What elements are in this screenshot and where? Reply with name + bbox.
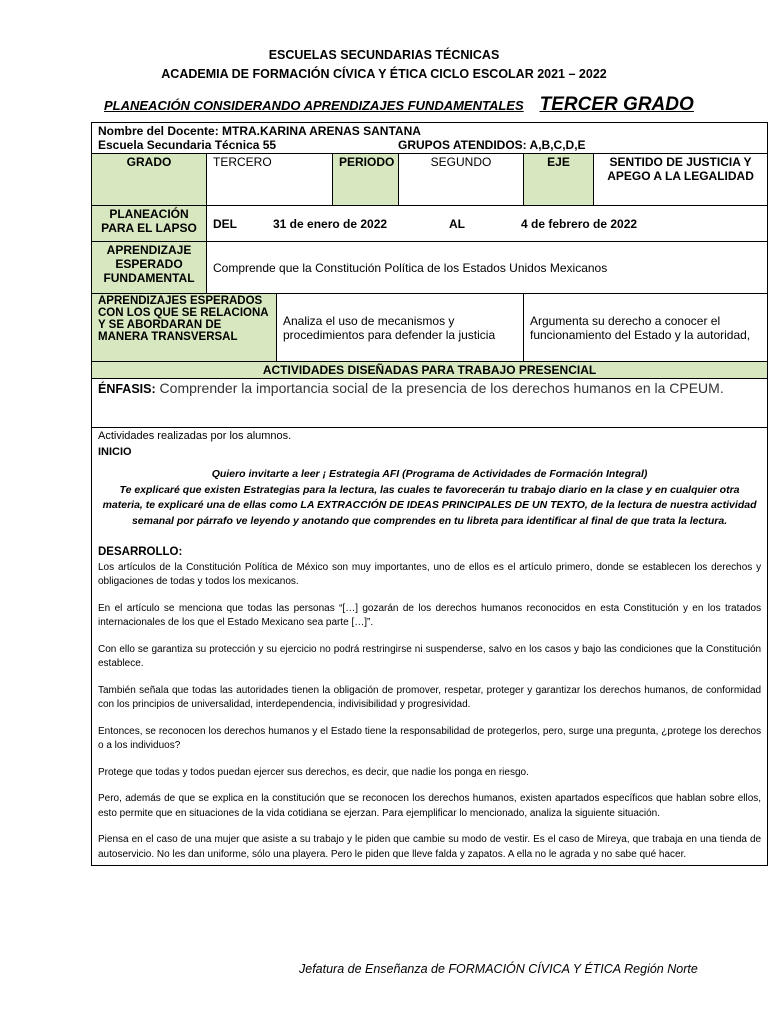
aprendizaje-value: Comprende que la Constitución Política de los Estados Unidos Mexicanos bbox=[207, 242, 768, 294]
groups-attended: GRUPOS ATENDIDOS: A,B,C,D,E bbox=[398, 138, 586, 152]
planning-table bbox=[91, 122, 768, 866]
inicio-label: INICIO bbox=[98, 445, 132, 458]
enfasis-label: ÉNFASIS: bbox=[98, 382, 156, 396]
planning-subtitle bbox=[104, 94, 694, 116]
al-label: AL bbox=[449, 216, 465, 231]
strategy-line-1: Quiero invitarte a leer ¡ Estrategia AFI (Programa de Actividades de Formación Integral) bbox=[211, 467, 648, 480]
periodo-label: PERIODO bbox=[333, 154, 399, 206]
planning-document bbox=[91, 122, 767, 866]
header-line-1: ESCUELAS SECUNDARIAS TÉCNICAS bbox=[268, 48, 500, 62]
activities-intro: Actividades realizadas por los alumnos. bbox=[98, 430, 292, 442]
transversal-col-2: Argumenta su derecho a conocer el funcionamiento del Estado y la autoridad, bbox=[524, 294, 768, 362]
paragraph: Protege que todas y todos puedan ejercer sus derechos, es decir, que nadie los ponga en riesgo. bbox=[98, 766, 529, 778]
subtitle-text: PLANEACIÓN CONSIDERANDO APRENDIZAJES FUNDAMENTALES bbox=[104, 98, 524, 113]
grade-title: TERCER GRADO bbox=[539, 94, 694, 115]
paragraph: En el artículo se menciona que todas las personas “[…] gozarán de los derechos humanos reconocidos en esta Constitución y en los tratados internacionales de los que el Estado Mexicano sea parte […]”. bbox=[98, 602, 762, 629]
del-label: DEL bbox=[213, 216, 237, 231]
eje-label: EJE bbox=[524, 154, 594, 206]
paragraph: Con ello se garantiza su protección y su ejercicio no podrá restringirse ni suspenderse, salvo en los casos y bajo las condiciones que la Constitución establece. bbox=[98, 643, 762, 670]
paragraph: Pero, además de que se explica en la constitución que se reconocen los derechos humanos, existen apartados específicos que hablan sobre ellos, esto permite que en situaciones de la vida cotidiana se ejerzan. Para ejemplificar lo mencionado, analiza la siguiente situación. bbox=[98, 793, 762, 819]
paragraph: Entonces, se reconocen los derechos humanos y el Estado tiene la responsabilidad de protegerlos, pero, surge una pregunta, ¿protege los derechos o a los individuos? bbox=[98, 725, 762, 752]
grado-value: TERCERO bbox=[207, 154, 333, 206]
paragraph: También señala que todas las autoridades tienen la obligación de promover, respetar, proteger y garantizar los derechos humanos, de conformidad con los principios de universalidad, interdependencia, indivisibilidad y progresividad. bbox=[98, 684, 762, 711]
transversal-label: APRENDIZAJES ESPERADOS CON LOS QUE SE RELACIONA Y SE ABORDARAN DE MANERA TRANSVERSAL bbox=[92, 294, 277, 362]
eje-value: SENTIDO DE JUSTICIA Y APEGO A LA LEGALIDAD bbox=[594, 154, 768, 206]
paragraph: Piensa en el caso de una mujer que asiste a su trabajo y le piden que cambie su modo de vestir. Es el caso de Mireya, que trabaja en una tienda de autoservicio. No les dan uniforme, sólo una playera. Pero le piden que lleve falda y zapatos. A ella no le agrada y no sabe qué hacer. bbox=[98, 834, 762, 860]
paragraph: Los artículos de la Constitución Política de México son muy importantes, uno de ellos es el artículo primero, donde se establecen los derechos y obligaciones de todas y todos los mexicanos. bbox=[98, 561, 762, 588]
page-footer: Jefatura de Enseñanza de FORMACIÓN CÍVICA Y ÉTICA Región Norte bbox=[299, 962, 698, 976]
date-to: 4 de febrero de 2022 bbox=[521, 216, 638, 231]
header-line-2: ACADEMIA DE FORMACIÓN CÍVICA Y ÉTICA CICLO ESCOLAR 2021 – 2022 bbox=[161, 67, 607, 81]
lapso-dates bbox=[213, 217, 761, 231]
strategy-line-2: Te explicaré que existen Estrategias para la lectura, las cuales te favorecerán tu trabajo diario en la clase y en cualquier otra materia, te explicaré una de ellas como LA EXTRACCIÓN DE IDEAS PRINCIPALES DE UN TEXTO, de la lectura de nuestra actividad semanal por párrafo ve leyendo y anotando que comprendes en tu libreta para identificar al final de que trata la lectura. bbox=[102, 483, 757, 528]
grado-label: GRADO bbox=[92, 154, 207, 206]
aprendizaje-label: APRENDIZAJE ESPERADO FUNDAMENTAL bbox=[92, 242, 207, 294]
transversal-col-1: Analiza el uso de mecanismos y procedimientos para defender la justicia bbox=[277, 294, 524, 362]
activities-body bbox=[92, 428, 768, 866]
teacher-name: Nombre del Docente: MTRA.KARINA ARENAS SANTANA bbox=[98, 124, 421, 138]
date-from: 31 de enero de 2022 bbox=[273, 216, 388, 231]
school-name: Escuela Secundaria Técnica 55 bbox=[98, 138, 277, 152]
enfasis-row bbox=[92, 379, 768, 428]
activities-heading: ACTIVIDADES DISEÑADAS PARA TRABAJO PRESENCIAL bbox=[92, 362, 768, 379]
school-row bbox=[98, 138, 761, 152]
strategy-block bbox=[98, 467, 761, 530]
enfasis-text: Comprender la importancia social de la presencia de los derechos humanos en la CPEUM. bbox=[159, 380, 724, 396]
lapso-label: PLANEACIÓN PARA EL LAPSO bbox=[92, 206, 207, 242]
periodo-value: SEGUNDO bbox=[399, 154, 524, 206]
desarrollo-label: DESARROLLO: bbox=[98, 545, 183, 558]
